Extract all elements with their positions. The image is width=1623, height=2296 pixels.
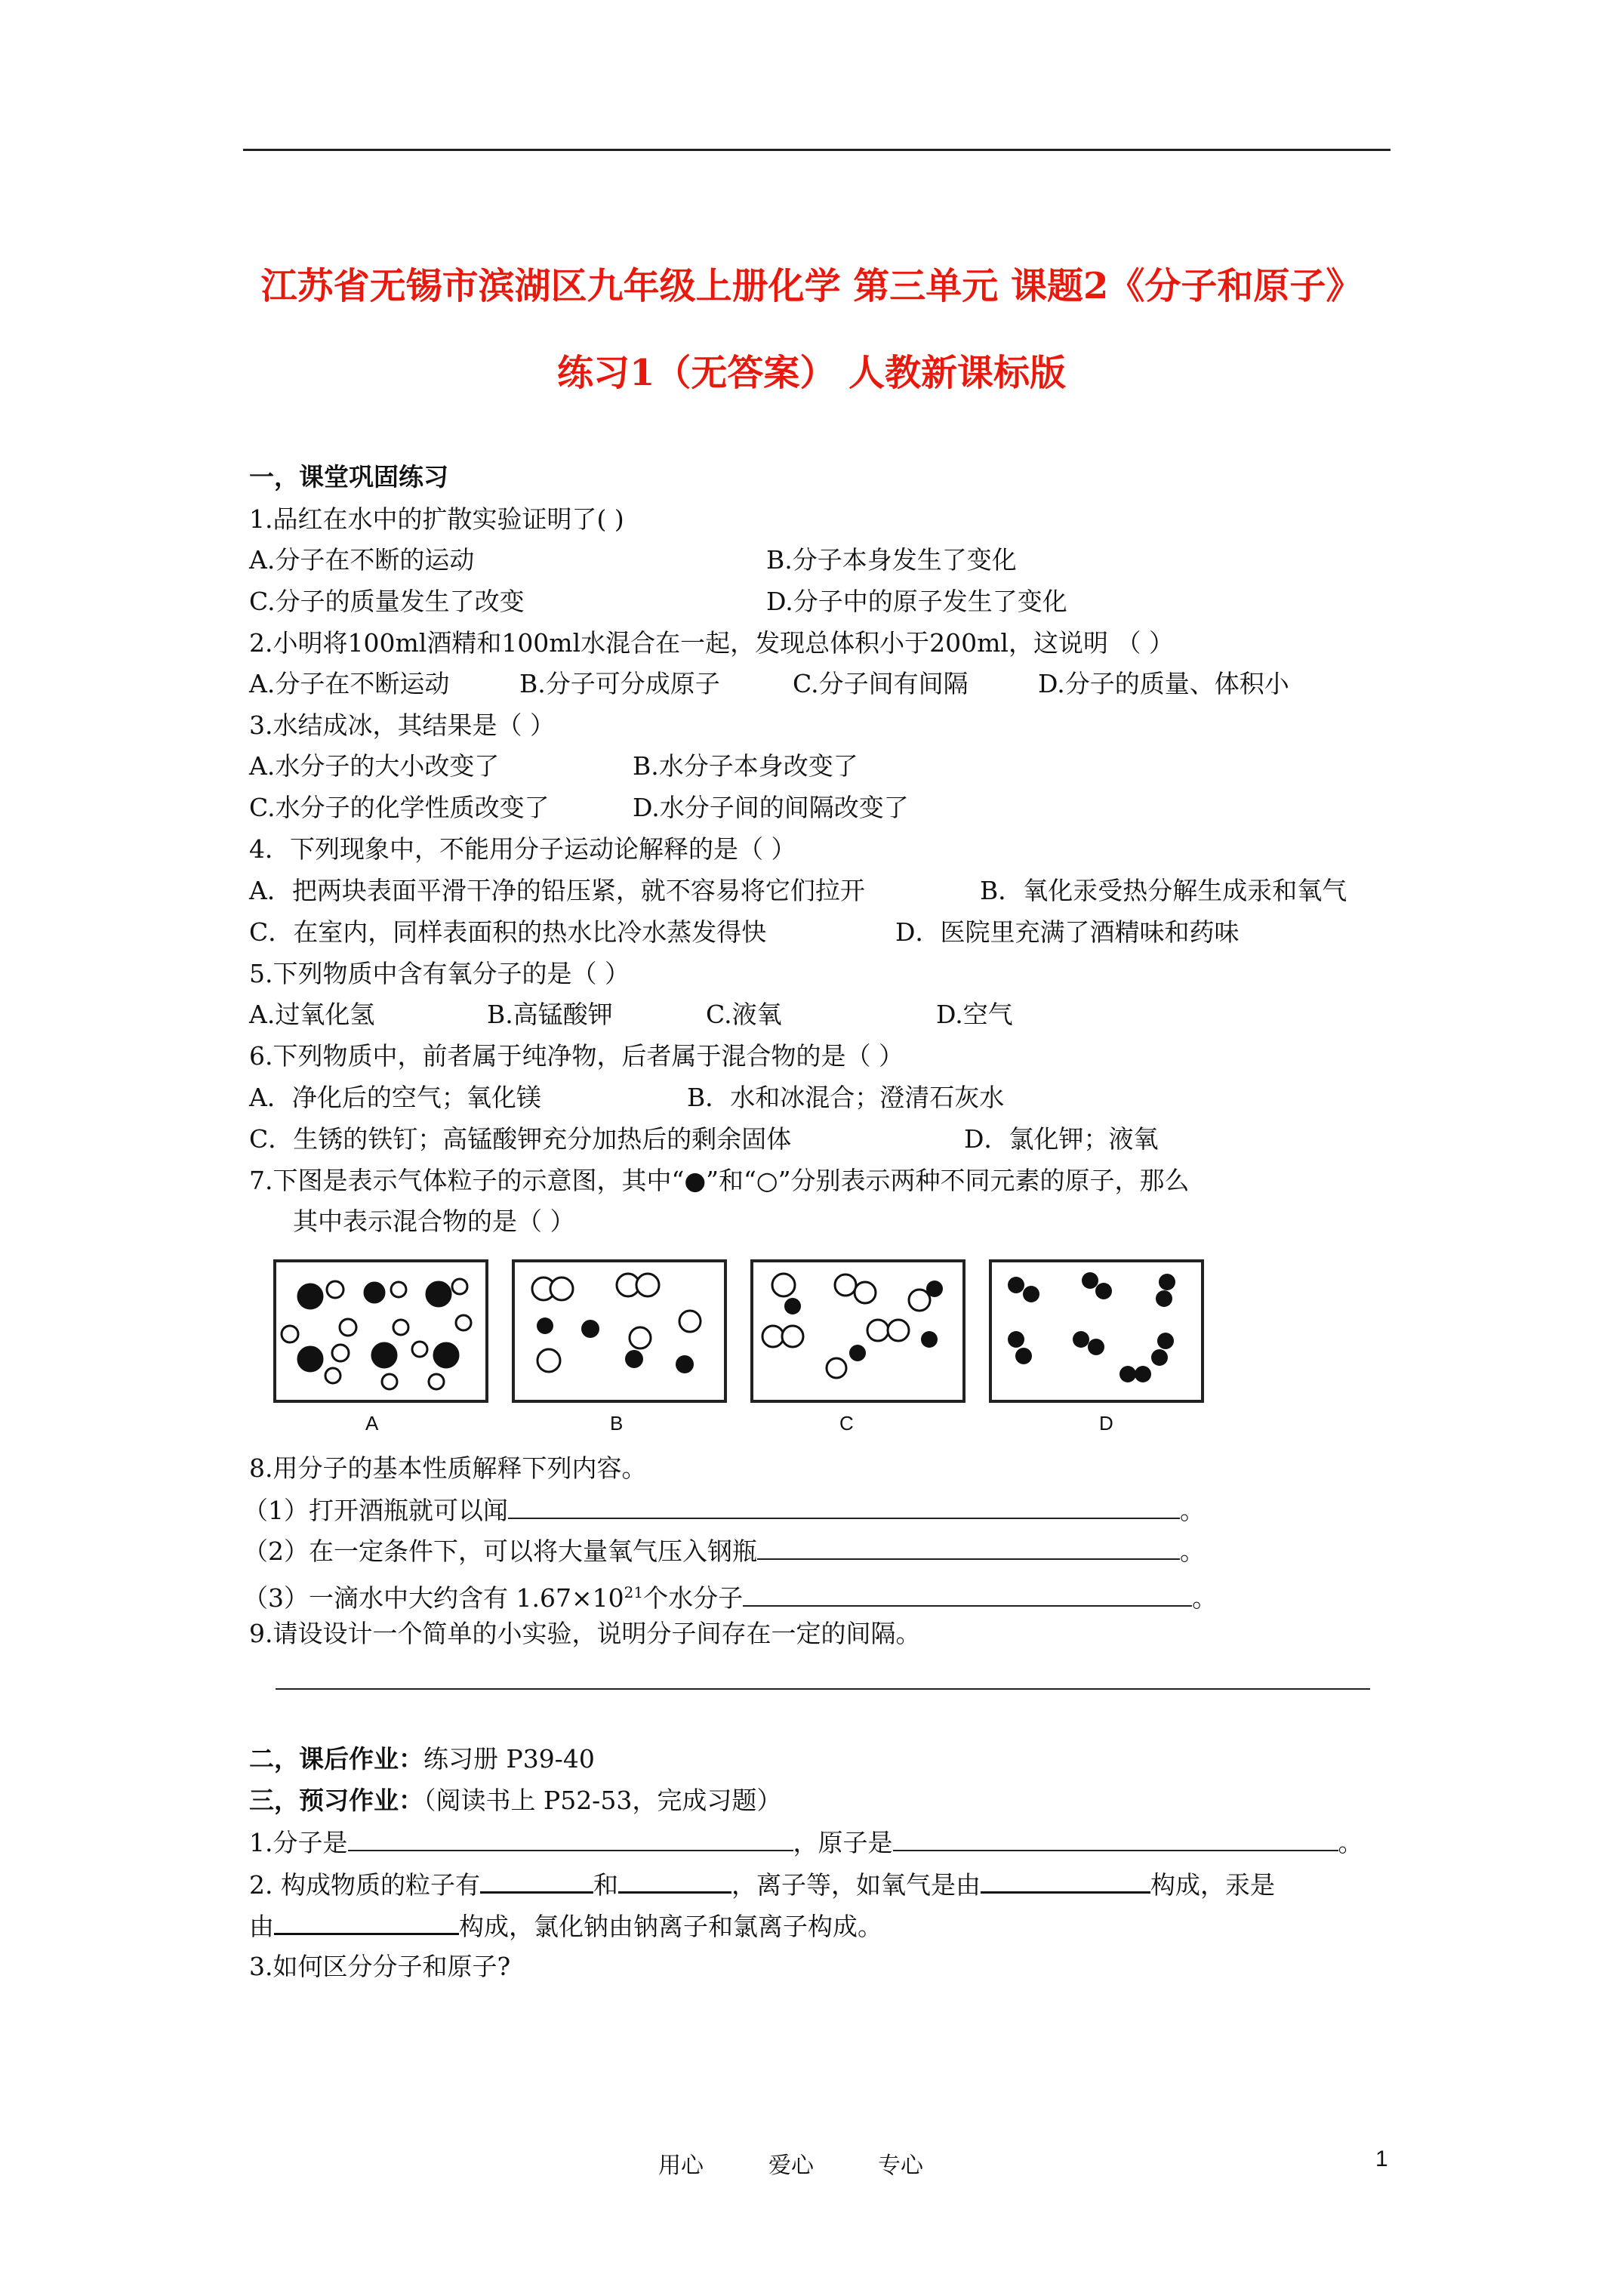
q8-item-3-text: （3）一滴水中大约含有 1.67×10 [243, 1583, 624, 1613]
q4-option-a: A．把两块表面平滑干净的铅压紧，就不容易将它们拉开 [249, 876, 865, 905]
q6-option-b: B．水和冰混合；澄清石灰水 [687, 1083, 1005, 1112]
particle-diagram-a [276, 1262, 485, 1400]
q8-stem: 8.用分子的基本性质解释下列内容。 [249, 1453, 647, 1483]
section3-heading: 三，预习作业： [249, 1786, 423, 1815]
particle-diagram-d [992, 1262, 1201, 1400]
q6-option-a: A．净化后的空气；氧化镁 [249, 1083, 541, 1112]
q8-item-2-blank[interactable] [757, 1536, 1180, 1560]
section3 [249, 1786, 781, 1816]
header-rule [243, 149, 1390, 151]
q4-option-c: C．在室内，同样表面积的热水比冷水蒸发得快 [249, 917, 767, 947]
q2-option-a: A.分子在不断运动 [249, 669, 450, 698]
s3-q2-blank-3[interactable] [981, 1869, 1150, 1894]
q1-option-a: A.分子在不断的运动 [249, 545, 475, 575]
footer-motto-3: 专心 [878, 2153, 923, 2179]
q4-option-d: D．医院里充满了酒精味和药味 [895, 917, 1240, 947]
s3-q1 [249, 1827, 1363, 1858]
s3-q1-text-2: ，原子是 [793, 1828, 893, 1857]
q8-item-3-exponent: 21 [624, 1583, 644, 1601]
s3-q2-text-a: 2. 构成物质的粒子有 [249, 1870, 480, 1900]
q5-option-d: D.空气 [936, 1000, 1013, 1029]
page-number: 1 [1375, 2147, 1388, 2171]
diagram-label-b: B [610, 1412, 624, 1435]
q8-item-3-blank[interactable] [743, 1583, 1192, 1607]
q7-stem: 7.下图是表示气体粒子的示意图，其中“●”和“○”分别表示两种不同元素的原子，那么 [249, 1166, 1190, 1195]
particle-box-d [989, 1259, 1204, 1403]
q6-option-c: C．生锈的铁钉；高锰酸钾充分加热后的剩余固体 [249, 1124, 792, 1154]
q8-item-1-end: 。 [1180, 1496, 1205, 1525]
footer-motto-1: 用心 [658, 2153, 704, 2179]
q3-option-a: A.水分子的大小改变了 [249, 751, 500, 781]
s3-q2-text-c: ，离子等，如氧气是由 [731, 1870, 981, 1900]
q1-option-c: C.分子的质量发生了改变 [249, 587, 525, 616]
s3-q2-continued [249, 1910, 882, 1942]
diagram-label-d: D [1099, 1412, 1113, 1435]
q5-stem: 5.下列物质中含有氧分子的是（ ） [249, 959, 630, 988]
s3-q1-end: 。 [1338, 1828, 1363, 1857]
title-line-2: 练习1（无答案） 人教新课标版 [556, 352, 1067, 394]
particle-box-b [512, 1259, 727, 1403]
q3-stem: 3.水结成冰，其结果是（ ） [249, 710, 555, 740]
section1-heading: 一，课堂巩固练习 [249, 462, 448, 492]
s3-q3-stem: 3.如何区分分子和原子? [249, 1952, 511, 1981]
s3-q2-blank-4[interactable] [274, 1910, 459, 1935]
q8-item-2-text: （2）在一定条件下，可以将大量氧气压入钢瓶 [243, 1536, 757, 1566]
q8-item-3-end: 。 [1192, 1583, 1218, 1613]
q1-stem: 1.品红在水中的扩散实验证明了( ) [249, 504, 624, 534]
footer-motto-2: 爱心 [768, 2153, 814, 2179]
q5-option-a: A.过氧化氢 [249, 1000, 375, 1029]
q8-item-3 [243, 1577, 1217, 1613]
s3-q2-text-e: 由 [249, 1912, 274, 1941]
particle-box-a [273, 1259, 488, 1403]
s3-q2-text-d: 构成，汞是 [1150, 1870, 1275, 1900]
s3-q2-blank-1[interactable] [480, 1869, 593, 1894]
s3-q2-text-b: 和 [593, 1870, 618, 1900]
q3-option-b: B.水分子本身改变了 [633, 751, 858, 781]
q1-option-d: D.分子中的原子发生了变化 [766, 587, 1067, 616]
q2-option-b: B.分子可分成原子 [519, 669, 720, 698]
q3-option-c: C.水分子的化学性质改变了 [249, 793, 550, 822]
q3-option-d: D.水分子间的间隔改变了 [633, 793, 909, 822]
s3-q1-blank-2[interactable] [893, 1827, 1338, 1851]
s3-q1-text: 1.分子是 [249, 1828, 348, 1857]
section2 [249, 1744, 595, 1774]
q6-option-d: D．氯化钾；液氧 [964, 1124, 1159, 1154]
q8-item-1-blank[interactable] [508, 1495, 1180, 1519]
q6-stem: 6.下列物质中，前者属于纯净物，后者属于混合物的是（ ） [249, 1041, 904, 1071]
section2-heading: 二，课后作业： [249, 1744, 423, 1774]
q4-stem: 4．下列现象中，不能用分子运动论解释的是（ ） [249, 834, 796, 864]
q8-item-1 [243, 1495, 1205, 1526]
q8-item-2-end: 。 [1180, 1536, 1205, 1566]
s3-q2-text-f: 构成，氯化钠由钠离子和氯离子构成。 [459, 1912, 882, 1941]
title-line-1: 江苏省无锡市滨湖区九年级上册化学 第三单元 课题2《分子和原子》 [260, 265, 1363, 307]
q4-option-b: B．氧化汞受热分解生成汞和氧气 [980, 876, 1347, 905]
q5-option-c: C.液氧 [706, 1000, 782, 1029]
q2-option-d: D.分子的质量、体积小 [1038, 669, 1289, 698]
q9-answer-line[interactable] [276, 1688, 1370, 1690]
q5-option-b: B.高锰酸钾 [487, 1000, 613, 1029]
diagram-label-a: A [365, 1412, 379, 1435]
section2-text: 练习册 P39-40 [423, 1744, 595, 1774]
q2-stem: 2.小明将100ml酒精和100ml水混合在一起，发现总体积小于200ml，这说明 （ ） [249, 628, 1174, 658]
section3-text: （阅读书上 P52-53，完成习题） [423, 1786, 782, 1815]
q8-item-1-text: （1）打开酒瓶就可以闻 [243, 1496, 508, 1525]
particle-diagram-b [515, 1262, 724, 1400]
diagram-label-c: C [839, 1412, 854, 1435]
s3-q2 [249, 1869, 1275, 1900]
q9-stem: 9.请设设计一个简单的小实验，说明分子间存在一定的间隔。 [249, 1619, 921, 1648]
s3-q2-blank-2[interactable] [618, 1869, 731, 1894]
q2-option-c: C.分子间有间隔 [793, 669, 969, 698]
q1-option-b: B.分子本身发生了变化 [766, 545, 1017, 575]
q8-item-3-text-2: 个水分子 [643, 1583, 744, 1613]
q8-item-2 [243, 1536, 1205, 1567]
q7-stem-continued: 其中表示混合物的是（ ） [293, 1207, 575, 1236]
particle-diagram-c [753, 1262, 962, 1400]
s3-q1-blank-1[interactable] [348, 1827, 793, 1851]
particle-box-c [750, 1259, 965, 1403]
